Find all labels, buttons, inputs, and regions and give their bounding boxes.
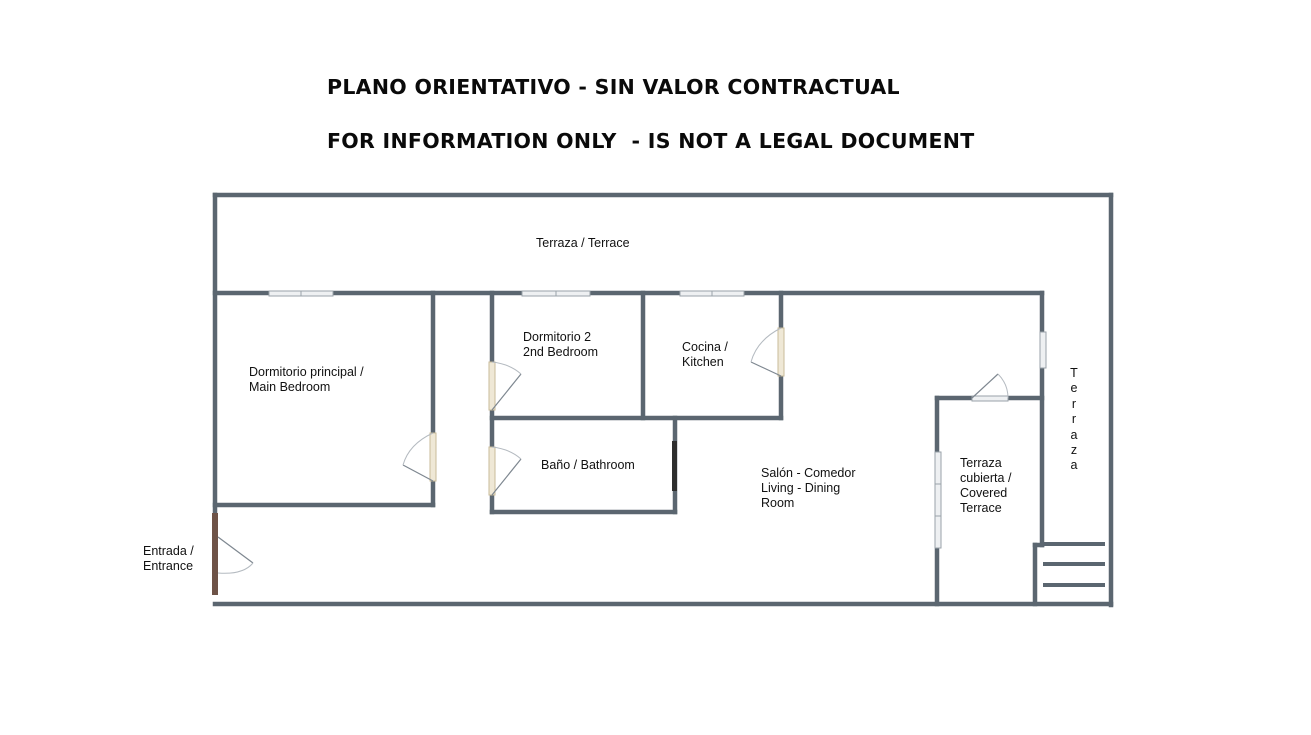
disclaimer-spanish: PLANO ORIENTATIVO - SIN VALOR CONTRACTUAL [327, 75, 900, 99]
label-line: Salón - Comedor [761, 466, 856, 480]
door-covered-terrace [972, 374, 1008, 398]
door-bathroom-dark [672, 441, 677, 491]
door-kitchen [751, 328, 784, 376]
stairs [1043, 544, 1105, 585]
door-main-bedroom [403, 433, 436, 481]
window-covered-terrace [935, 452, 941, 548]
label-main-bedroom [249, 365, 364, 395]
label-line: Dormitorio principal / [249, 365, 364, 379]
label-line: Kitchen [682, 355, 724, 369]
door-bathroom [489, 447, 521, 495]
label-kitchen [682, 340, 728, 370]
label-line: Covered [960, 486, 1008, 500]
label-line: Room [761, 496, 795, 510]
window-covered-terrace-top [972, 396, 1008, 401]
window-side-terrace [1040, 332, 1046, 368]
label-line: Living - Dining [761, 481, 841, 495]
label-letter: r [1071, 412, 1077, 427]
label-terrace-top: Terraza / Terrace [536, 236, 630, 250]
label-entrance [143, 544, 194, 574]
door-entrance [212, 513, 253, 595]
label-line: Entrada / [143, 544, 194, 558]
label-line: Dormitorio 2 [523, 330, 592, 344]
label-line: Cocina / [682, 340, 728, 354]
label-terrace-side [1067, 366, 1081, 474]
door-bedroom2 [489, 362, 521, 410]
label-line: 2nd Bedroom [523, 345, 599, 359]
label-line: Entrance [143, 559, 194, 573]
label-letter: r [1071, 396, 1077, 411]
label-letter: T [1070, 366, 1078, 380]
disclaimer-english: FOR INFORMATION ONLY - IS NOT A LEGAL DOCUMENT [327, 129, 975, 153]
label-bedroom2 [523, 330, 598, 360]
label-line: Terraza [960, 456, 1002, 470]
label-letter: e [1070, 381, 1078, 396]
label-line: Terrace [960, 501, 1002, 515]
label-letter: a [1070, 458, 1078, 473]
label-covered-terrace [960, 456, 1011, 516]
label-living [761, 466, 856, 511]
label-letter: z [1070, 443, 1078, 458]
label-line: Main Bedroom [249, 380, 331, 394]
label-letter: a [1070, 427, 1078, 442]
label-bathroom: Baño / Bathroom [541, 458, 635, 472]
label-line: cubierta / [960, 471, 1012, 485]
